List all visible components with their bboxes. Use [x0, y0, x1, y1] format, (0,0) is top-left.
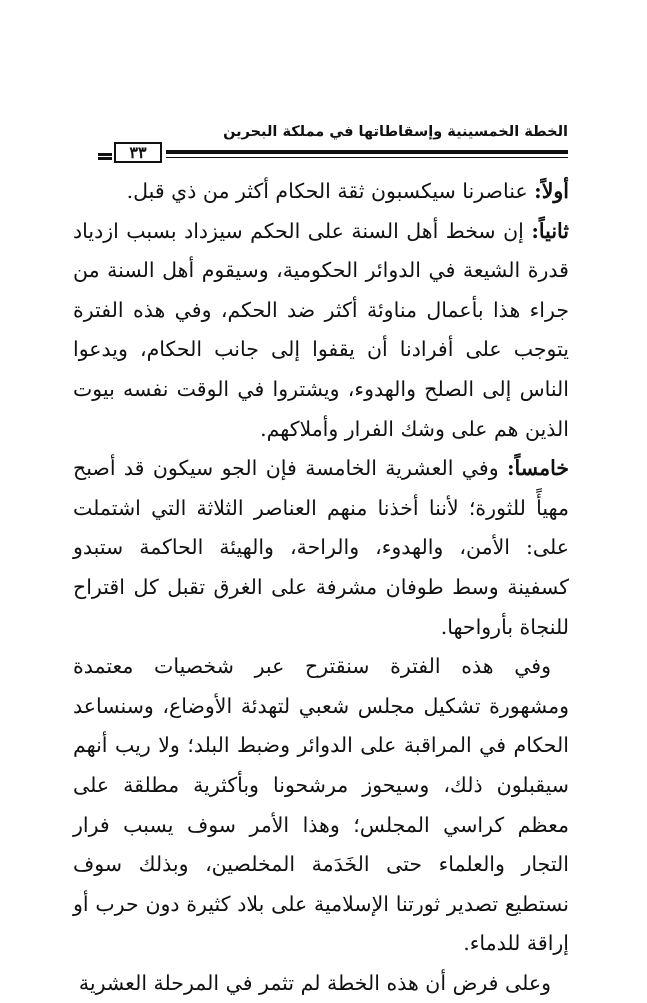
- paragraph-first: [73, 172, 569, 212]
- paragraph-text: وفي هذه الفترة سنقترح عبر شخصيات معتمدة ومشهورة تشكيل مجلس شعبي لتهدئة الأوضاع، وسنساعد الحكام في المراقبة على الدوائر وضبط البلد؛ ولا ريب أنهم سيقبلون ذلك، وسيحوز مرشحونا وبأكثرية مطلقة على معظم كراسي المجلس؛ وهذا الأمر سوف يسبب فرار التجار والعلماء حتى الخَدَمة المخلصين، وبذلك سوف نستطيع تصدير ثورتنا الإسلامية على بلاد كثيرة دون حرب أو إراقة للدماء.: [73, 654, 569, 956]
- header-rule-thick: [166, 150, 568, 154]
- paragraph-council: [73, 647, 569, 964]
- paragraph-fifth: [73, 449, 569, 647]
- paragraph-lead: ثانياً:: [531, 218, 569, 243]
- paragraph-second: [73, 212, 569, 450]
- body-text: [73, 172, 569, 1003]
- paragraph-text: وفي العشرية الخامسة فإن الجو سيكون قد أصبح مهيأً للثورة؛ لأننا أخذنا منهم العناصر الثلاثة التي اشتملت على: الأمن، والهدوء، والراحة، والهيئة الحاكمة ستبدو كسفينة وسط طوفان مشرفة على الغرق تقبل كل اقتراح للنجاة بأرواحها.: [73, 456, 569, 639]
- header-dash: [98, 153, 112, 156]
- header-dash: [98, 157, 112, 160]
- paragraph-text: عناصرنا سيكسبون ثقة الحكام أكثر من ذي قبل.: [126, 179, 535, 203]
- book-title: الخطة الخمسينية وإسقاطاتها في مملكة البحرين: [223, 124, 568, 140]
- page-number: ٣٣: [114, 142, 162, 163]
- paragraph-text: وعلى فرض أن هذه الخطة لم تثمر في المرحلة العشرية: [78, 970, 551, 995]
- paragraph-final: [73, 964, 569, 1003]
- running-header: [98, 124, 568, 164]
- paragraph-lead: أولاً:: [534, 179, 569, 203]
- header-rule-thin: [166, 157, 568, 158]
- paragraph-lead: خامساً:: [506, 456, 569, 481]
- paragraph-text: إن سخط أهل السنة على الحكم سيزداد بسبب ازدياد قدرة الشيعة في الدوائر الحكومية، وسيقوم أهل السنة من جراء هذا بأعمال مناوئة أكثر ضد الحكم، وفي هذه الفترة يتوجب على أفرادنا أن يقفوا إلى جانب الحكام، ويدعوا الناس إلى الصلح والهدوء، ويشتروا في الوقت نفسه بيوت الذين هم على وشك الفرار وأملاكهم.: [73, 218, 569, 441]
